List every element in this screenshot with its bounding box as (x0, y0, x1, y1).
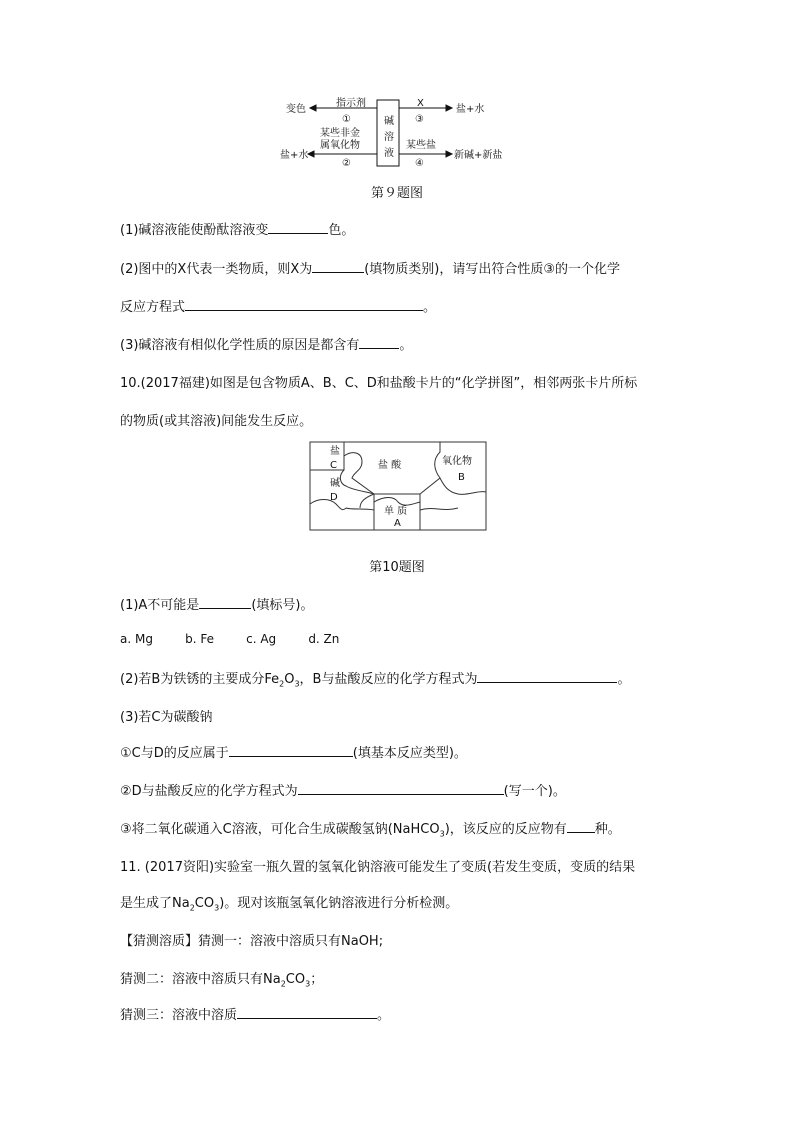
q10-s1-text: (1)A不可能是 (120, 598, 200, 613)
q10-s2-sub2: 3 (294, 679, 300, 689)
q10-stem-2: 的物质(或其溶液)间能发生反应。 (120, 414, 313, 429)
q11-stem2-text: 是生成了Na (120, 896, 190, 911)
fig9-center-2: 溶 (384, 132, 394, 143)
q9-blank-2[interactable] (312, 260, 364, 273)
q10-option-c[interactable]: c. Ag (246, 632, 277, 646)
q11-stem2-sub1: 2 (189, 903, 195, 913)
figure-9-diagram (274, 96, 524, 168)
q9-p2-text2: (填物质类别)，请写出符合性质③的一个化学 (364, 262, 621, 277)
fig9-arrowhead-4 (446, 151, 452, 157)
q9-part2b (120, 296, 436, 315)
q11-g3-end: 。 (377, 1008, 391, 1023)
q11-guess-1: 【猜测溶质】猜测一：溶液中溶质只有NaOH; (120, 934, 384, 949)
fig9-some-salt: 某些盐 (406, 140, 436, 151)
fig10-acid-label: 盐 酸 (378, 460, 402, 471)
fig9-arrowhead-2 (308, 151, 314, 157)
fig9-x-label: X (417, 98, 424, 109)
q10-options (120, 632, 367, 647)
q9-part3 (120, 334, 412, 353)
q9-part2 (120, 258, 620, 277)
fig9-right-bot-label: 新碱+新盐 (454, 150, 503, 161)
fig9-left-top-label: 变色 (286, 104, 306, 115)
fig9-indicator: 指示剂 (336, 98, 366, 109)
q9-p2-text3: 反应方程式 (120, 300, 186, 315)
fig9-left-bot-label: 盐+水 (280, 150, 309, 161)
q10-s1-end: (填标号)。 (251, 598, 314, 613)
q10-option-a[interactable]: a. Mg (120, 632, 153, 646)
fig9-caption: 第９题图 (370, 186, 423, 201)
q10-s2-mid: O (284, 672, 295, 687)
q10-blank-5[interactable] (567, 820, 595, 833)
q9-p3-text: (3)碱溶液有相似化学性质的原因是都含有 (120, 338, 360, 353)
fig10-join-1 (346, 508, 374, 510)
q10-s2-text2: ，B与盐酸反应的化学方程式为 (299, 672, 478, 687)
q10-part3-2 (120, 780, 566, 799)
q10-blank-2[interactable] (477, 670, 617, 683)
fig9-n2: ② (342, 158, 351, 168)
fig10-d-label: D (330, 492, 338, 503)
fig9-n4: ④ (415, 158, 424, 168)
q10-s33-text: ③将二氧化碳通入C溶液，可化合生成碳酸氢钠(NaHCO (120, 822, 440, 837)
q10-part3-3 (120, 818, 621, 839)
fig9-right-top-label: 盐+水 (456, 104, 485, 115)
q10-option-b[interactable]: b. Fe (185, 632, 214, 646)
q11-guess-2 (120, 968, 323, 989)
fig9-n3: ③ (415, 114, 424, 125)
q10-part1 (120, 594, 313, 613)
fig9-center-1: 碱 (384, 116, 394, 127)
fig10-caption: 第10题图 (369, 560, 425, 575)
fig10-base-card (310, 470, 374, 510)
fig10-salt-label: 盐 (330, 446, 340, 457)
q9-p1-text: (1)碱溶液能使酚酞溶液变 (120, 223, 269, 238)
fig9-nonmetal-2: 属氧化物 (320, 140, 360, 151)
q11-guess-3 (120, 1004, 390, 1023)
q9-p2-text: (2)图中的X代表一类物质，则X为 (120, 262, 313, 277)
fig9-nonmetal-1: 某些非金 (320, 128, 360, 139)
q9-part1 (120, 219, 354, 238)
q11-stem2-mid: CO (194, 896, 215, 911)
fig10-c-label: C (330, 460, 337, 471)
q10-option-d[interactable]: d. Zn (308, 632, 340, 646)
fig10-b-label: B (458, 472, 465, 483)
q10-blank-4[interactable] (298, 782, 504, 795)
q10-s33-text2: )，该反应的反应物有 (444, 822, 567, 837)
q10-s31-text: ①C与D的反应属于 (120, 746, 229, 761)
q11-g3-text: 猜测三：溶液中溶质 (120, 1008, 238, 1023)
q10-s33-end: 种。 (594, 822, 621, 837)
fig10-a-label: A (394, 518, 401, 529)
fig9-arrowhead-1 (310, 105, 316, 111)
q10-s32-text: ②D与盐酸反应的化学方程式为 (120, 784, 298, 799)
q11-stem-1: 11. (2017资阳)实验室一瓶久置的氢氧化钠溶液可能发生了变质(若发生变质，变质的结果 (120, 860, 636, 875)
q9-blank-3[interactable] (185, 298, 423, 311)
fig10-join-2 (420, 508, 458, 510)
q11-g2-sub1: 2 (280, 979, 286, 989)
q11-blank-1[interactable] (237, 1006, 377, 1019)
q10-s33-sub: 3 (439, 829, 445, 839)
q11-stem2-sub2: 3 (214, 903, 220, 913)
q10-s2-text: (2)若B为铁锈的主要成分Fe (120, 672, 280, 687)
q10-s32-end: (写一个)。 (503, 784, 566, 799)
fig10-oxide-label: 氧化物 (442, 456, 472, 467)
q10-blank-1[interactable] (199, 596, 251, 609)
q9-p1-end: 色。 (328, 223, 355, 238)
q11-g2-end: ； (310, 972, 324, 987)
q10-part3: (3)若C为碳酸钠 (120, 710, 213, 725)
q9-blank-4[interactable] (359, 336, 399, 349)
fig9-n1: ① (342, 114, 351, 125)
figure-10-puzzle (308, 440, 488, 532)
q10-part2 (120, 668, 630, 689)
fig9-center-3: 液 (384, 148, 394, 159)
q11-g2-text: 猜测二：溶液中溶质只有Na (120, 972, 281, 987)
q11-stem2-end: )。现对该瓶氢氧化钠溶液进行分析检测。 (219, 896, 459, 911)
q10-blank-3[interactable] (229, 744, 353, 757)
q10-part3-1 (120, 742, 467, 761)
q9-p3-end: 。 (399, 338, 413, 353)
fig10-base-label: 碱 (330, 478, 340, 489)
fig9-arrowhead-3 (446, 105, 452, 111)
q11-stem-2 (120, 892, 458, 913)
q9-p2-end: 。 (423, 300, 437, 315)
q9-blank-1[interactable] (268, 221, 328, 234)
fig10-element-label: 单 质 (384, 506, 408, 517)
q10-s2-sub1: 2 (279, 679, 285, 689)
q11-g2-mid: CO (285, 972, 306, 987)
q10-stem-1: 10.(2017福建)如图是包含物质A、B、C、D和盐酸卡片的“化学拼图”，相邻两张卡片所标 (120, 376, 638, 391)
q10-s2-end: 。 (617, 672, 631, 687)
q10-s31-end: (填基本反应类型)。 (352, 746, 467, 761)
q11-g2-sub2: 3 (305, 979, 311, 989)
